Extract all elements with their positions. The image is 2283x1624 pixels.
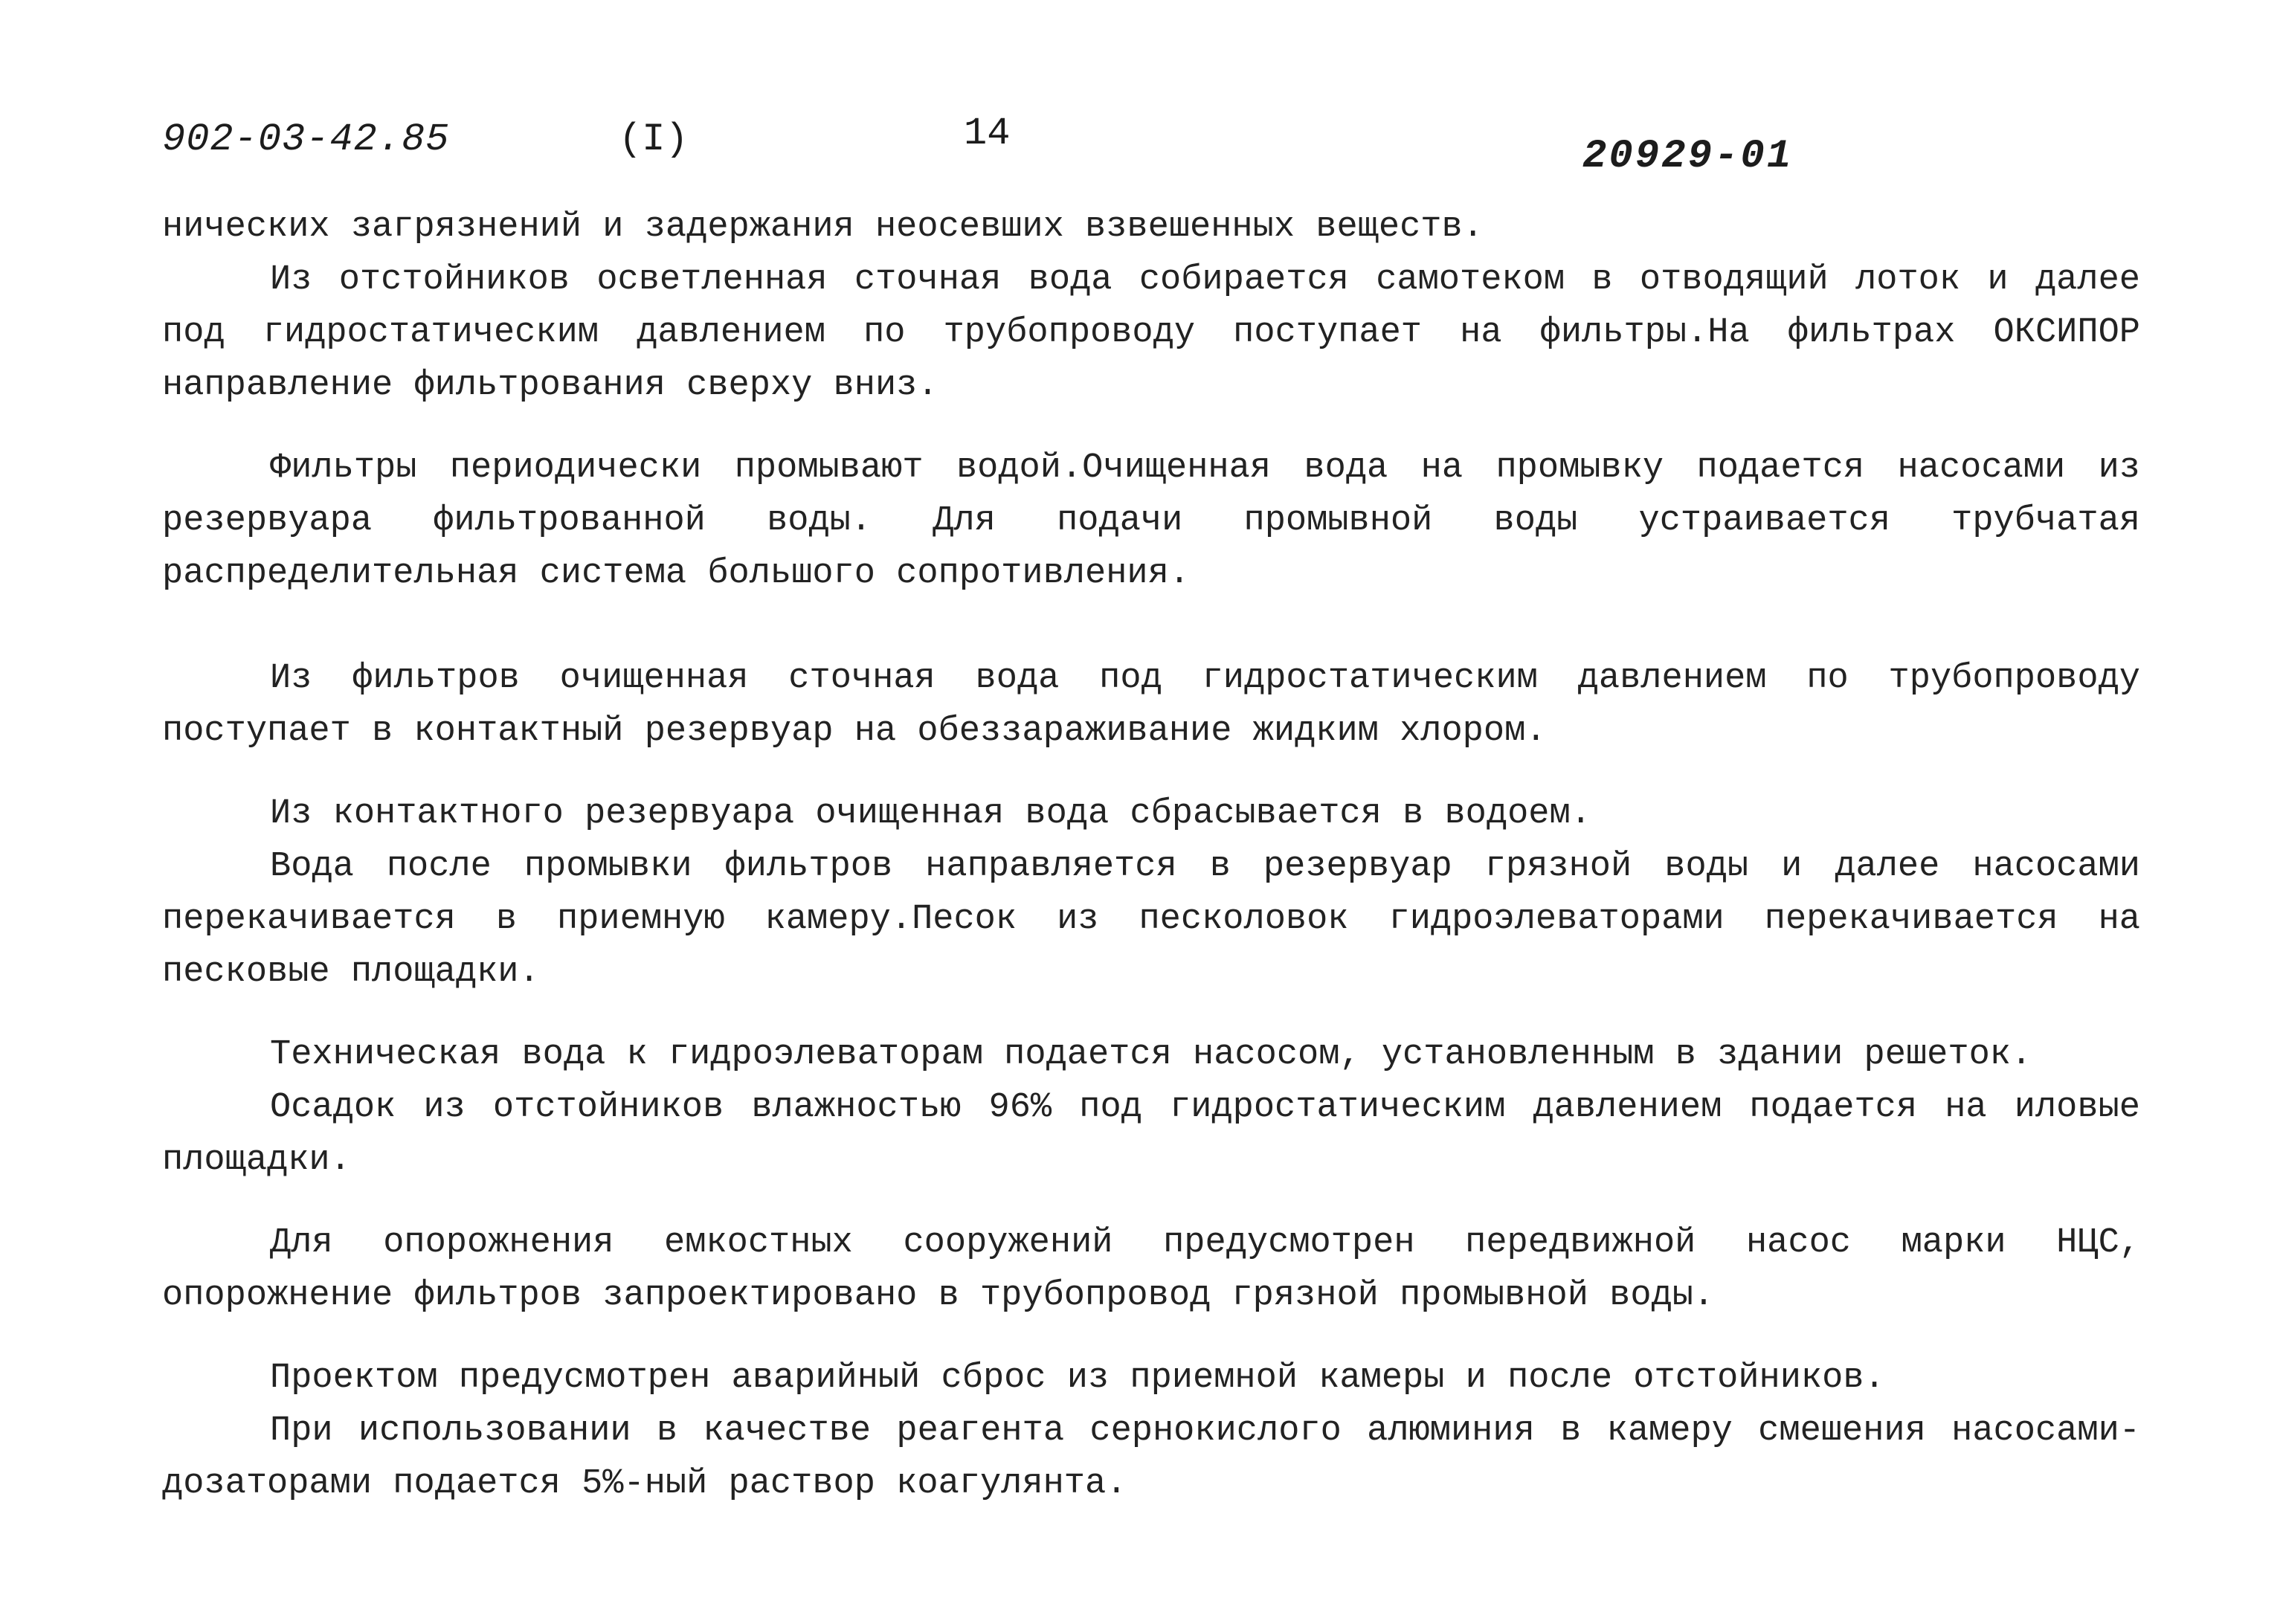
- paragraph-coagulant: При использовании в качестве реагента сернокислого алюминия в камеру смешения насосами-дозаторами подается 5%-ный раствор коагулянта.: [162, 1411, 2140, 1504]
- document-body: [162, 201, 2140, 1510]
- paragraph-contact-reservoir: Из фильтров очищенная сточная вода под гидростатическим давлением по трубопроводу поступает в контактный резервуар на обеззараживание жидким хлором.: [162, 659, 2140, 751]
- paragraph-wash-water: Вода после промывки фильтров направляется в резервуар грязной воды и далее насосами перекачивается в приемную камеру.Песок из песколовок гидроэлеваторами перекачивается на песковые площадки.: [162, 847, 2140, 992]
- paragraph-technical-water: Техническая вода к гидроэлеваторам подается насосом, установленным в здании решеток.: [270, 1035, 2032, 1074]
- paragraph-emptying: Для опорожнения емкостных сооружений предусмотрен передвижной насос марки НЦС, опорожнение фильтров запроектировано в трубопровод грязной промывной воды.: [162, 1223, 2140, 1315]
- paragraph-sludge: Осадок из отстойников влажностью 96% под гидростатическим давлением подается на иловые площадки.: [162, 1088, 2140, 1180]
- document-code: 902-03-42.85: [162, 117, 450, 161]
- paragraph-settlers-to-filters: Из отстойников осветленная сточная вода собирается самотеком в отводящий лоток и далее под гидростатическим давлением по трубопроводу поступает на фильтры.На фильтрах ОКСИПОР направление фильтрования сверху вниз.: [162, 260, 2140, 405]
- paragraph-filter-washing: Фильтры периодически промывают водой.Очищенная вода на промывку подается насосами из резервуара фильтрованной воды. Для подачи промывной воды устраивается трубчатая распределительная система большого сопротивления.: [162, 448, 2140, 593]
- paragraph-discharge: Из контактного резервуара очищенная вода сбрасывается в водоем.: [270, 794, 1591, 834]
- sheet-marker: (I): [619, 117, 689, 161]
- paragraph-continuation: нических загрязнений и задержания неосевших взвешенных веществ.: [162, 207, 1484, 247]
- paragraph-emergency-discharge: Проектом предусмотрен аварийный сброс из приемной камеры и после отстойников.: [270, 1359, 1885, 1398]
- inventory-number: 20929-01: [1582, 134, 1794, 179]
- page-number: 14: [964, 112, 1011, 155]
